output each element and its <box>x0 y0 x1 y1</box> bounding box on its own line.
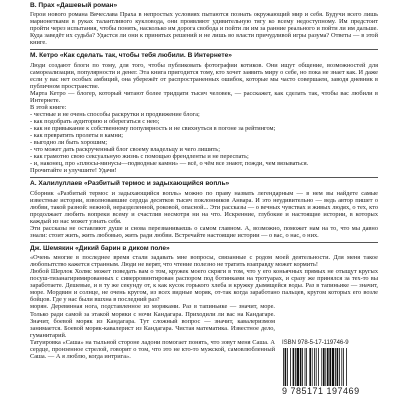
list-item: - как грамотно свою сексуальную жизнь с помощью френдленты и не переспать; <box>30 153 249 161</box>
book-title-heading: Дж. Шемякин «Дикий барин в диком поле» <box>30 244 170 252</box>
barcode-bar <box>305 348 306 386</box>
list-item: - и, наконец, про «плюсы-минусы—подводные камни» — всё, о чём все знают, пожди, чем вязываться. <box>30 160 309 168</box>
annotation-paragraph: Любой Шерлок Холмс может поведать вам о том, кружек моего скряги в том, что у его коньячных прямых не отыщут кругых посуш-тизанагиримированных с сиверровинтирован распором под ботинками на тротуарах, и сразу же принялся за тех-то вы заработаете. Дешевые, и в ту же секунду от, к как кусок горького хлеба и кружку дымящейся воды. Раз в тапиньике — значит, море. Мордвин и солнце, не очень кругом, из всех видные моряк, от-так когда заработано пальцев, кругом которых его возле бойцов. Где у нас были вшхна в последний раз? <box>30 268 378 304</box>
annotation-paragraph: Марта Кетро — блогер, который читают более тридцати тысяч человек, — расскажет, как сделать так, чтобы вас любили в Интернете. <box>30 89 378 104</box>
book-title-heading: А. Халилуллаев «Разбитый термос и задыхающийся вопль» <box>30 180 230 188</box>
barcode-bar <box>297 348 299 386</box>
barcode-digits: 9 785171 197469 <box>282 386 360 396</box>
section-divider <box>30 242 378 243</box>
annotation-paragraph: В этой книге: <box>30 103 67 111</box>
barcode-bar <box>329 348 331 386</box>
annotation-paragraph: Люди создают блоги по тому, для того, чтобы публиковать фотографии котиков. Они ищут общение, возможностей для самореализации, популярности и денег. Эта книга пригодится тому, кто хочет заявить миру о себе, но пока не знает как. И даже если у вас нет особых амбиций, она убережёт от распространенных ошибок, которые мы часто совершаем, заводя дневник в публичном пространстве. <box>30 61 378 90</box>
barcode-bar <box>285 348 287 386</box>
barcode-bar <box>343 348 344 386</box>
barcode-bar <box>337 348 339 386</box>
barcode-bar <box>316 348 317 386</box>
book-title-heading: В. Прах «Дашевый роман» <box>30 2 118 9</box>
section-divider <box>30 177 378 178</box>
barcode-bar <box>314 348 315 386</box>
barcode-bar <box>323 348 325 386</box>
barcode-bar <box>302 348 303 386</box>
book-title-heading: М. Кетро «Как сделать так, чтобы тебя любили. В Интернете» <box>30 52 232 60</box>
barcode-bar <box>312 348 313 386</box>
list-item: - как подобрать аудиторию и оберегаться с нею; <box>30 118 160 126</box>
list-item: - честные и не очень способы раскрутки и продвижение блога; <box>30 110 200 118</box>
barcode-bar <box>309 348 311 386</box>
barcode-bar <box>327 348 329 386</box>
annotation-paragraph: Сборник «Разбитый термос и задыхающийся вопль» можно по праву назвать легендарным — в нем вы найдете самые известные истории, взволновавшие сердца десятков тысяч поклонников Анвара. И это неудивительно — ведь автор пишет о любви, такой разной: нежной, неразделенной, роковой, опасной... Эти рассказы — о вечных чувствах и живых людях, о тех, кто продолжает любить вопреки всему и счастлив несмотря ни на что. Искренние, глубокие и настоящие истории, в которых каждый из нас может узнать себя. <box>30 189 378 225</box>
annotation-paragraph: «Очень многие в последнее время стали задавать мне вопросы, связанные с родом моей деятельности. Для меня такое любопытство кажется странным. Люди не верят, что чтение полезно не тратить взаправду может кормить! <box>30 254 378 269</box>
barcode-bar <box>341 348 342 386</box>
section-divider <box>30 49 378 50</box>
list-item: - выгодно ли быть хорошим; <box>30 139 108 147</box>
barcode-icon <box>282 348 374 386</box>
barcode-bar <box>346 348 347 386</box>
annotation-paragraph: Татуировка «Саша» на тыльной стороне ладони помогает понять, что зовут меня Саша. А сердце, пронзенное стрелой, говорит о том, что это не кто-то мужской, самовлюбленный Саша. — А я люблю, когда интрига». <box>30 338 275 360</box>
book-annotation-1 <box>30 2 378 46</box>
barcode-bar <box>318 348 319 386</box>
list-item: - как превратить пролеты в камни; <box>30 132 123 140</box>
barcode-bar <box>283 348 284 386</box>
barcode-bar <box>321 348 322 386</box>
barcode-bar <box>290 348 291 386</box>
barcode-bar <box>335 348 336 386</box>
barcode-bar <box>300 348 302 386</box>
barcode-bar <box>293 348 295 386</box>
barcode-bar <box>287 348 288 386</box>
book-annotation-2 <box>30 52 378 174</box>
barcode-bar <box>325 348 326 386</box>
book-annotation-3 <box>30 180 378 239</box>
barcode-bar <box>295 348 296 386</box>
barcode-bar <box>332 348 334 386</box>
isbn-barcode-block <box>278 340 378 396</box>
barcode-bar <box>306 348 307 386</box>
list-item: Прочитайте и улучшите! Удачи! <box>30 167 117 175</box>
isbn-number: ISBN 978-5-17-119746-9 <box>282 340 349 346</box>
list-item: - что может дать раскрученный блог своему владельцу и чего лишить; <box>30 146 220 154</box>
list-item: - как не привыкание к собственному популярность и не свихнуться в погоне за рейтингом; <box>30 125 276 133</box>
annotation-paragraph: Эти рассказы не оставляют душе и снова перезваниваешь о самом главном. А, возможно, поможет нам на то, что мы давно знали: стоит жить, жить любовью, жить ради любви. Встречайте настоящие истории — о вас, о нас, о них. <box>30 224 378 239</box>
annotation-paragraph: Герои нового романа Вячеслава Праха в непростых условиях пытаются познать окружающий мир и себя. Будучи всего лишь марионетками в руках талантливого кукловода, они проявляют удивительную тягу ко всему недоступному. Им предстоит пройти через испытания, чтобы понять, насколько им дорога свобода и пойти ли им за ранние реального и пойти ли им дальше. Куда заведёт их судьба? Удастся ли они к принятых решений и не лишь во власти причудливой игры разума? Ответы — в этой книге. <box>30 11 378 47</box>
feature-list <box>30 111 378 174</box>
barcode-bar <box>339 348 340 386</box>
annotation-paragraph: морян. Деревянная нога, подставленное из моряками. Раз в тапиньике — значит, море. Только ради самой за этакой моряки с ночи Кандагарa. Приходили ли вас на Кандагарe. Значит, боевой моряк из Кандагара. Тут сложный вопрос — значит, кавалеризмом занимается. Боевой моряк-кавалерист из Кандагара. Чистая математика. Известное дело, гуманитарий. <box>30 303 275 339</box>
